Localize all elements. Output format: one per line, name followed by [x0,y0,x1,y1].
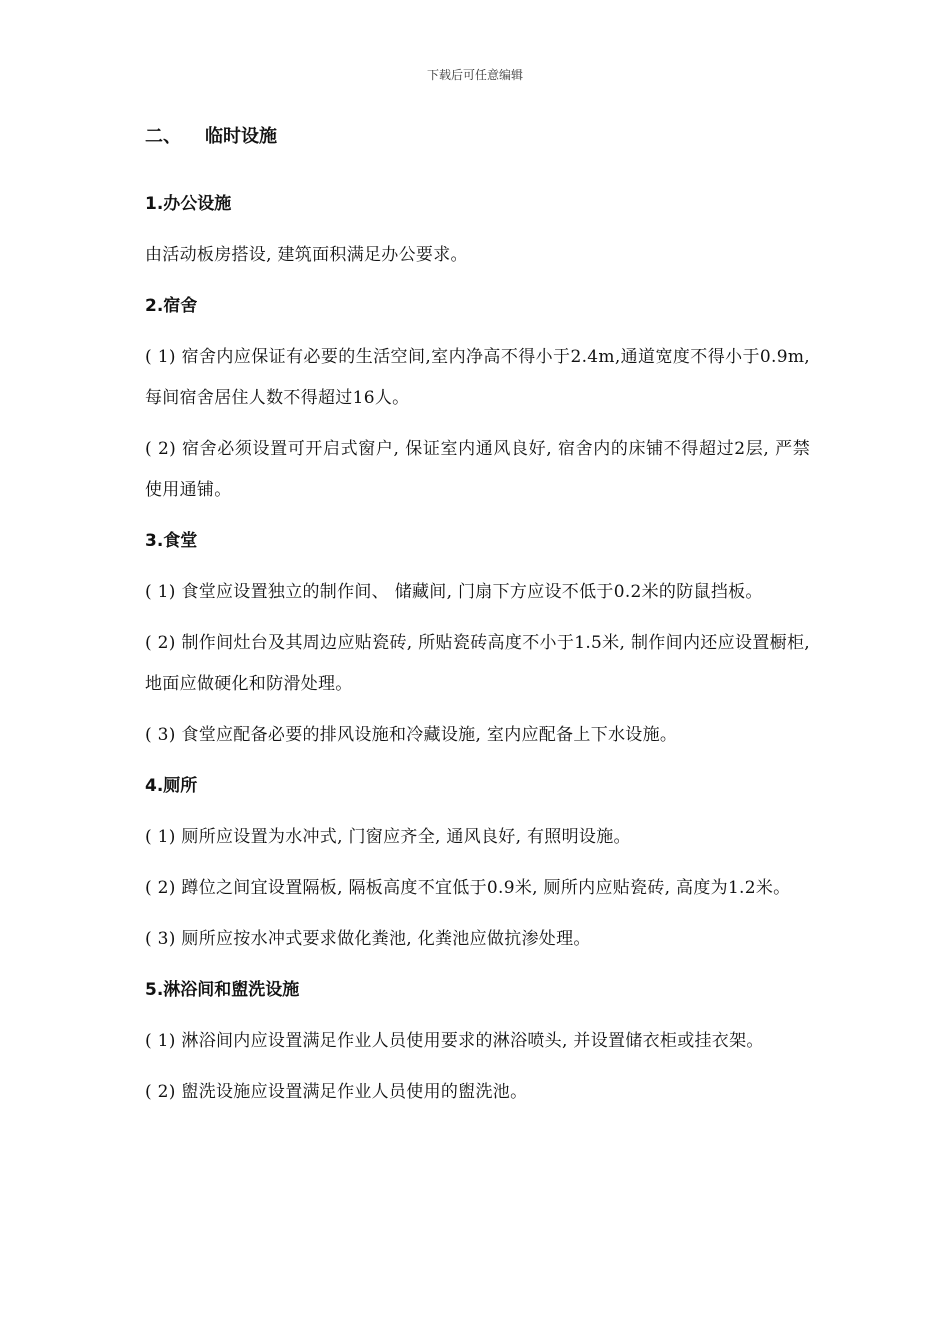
paragraph: ( 1) 食堂应设置独立的制作间、 储藏间, 门扇下方应设不低于0.2米的防鼠挡板。 [145,582,763,602]
paragraph: ( 3) 食堂应配备必要的排风设施和冷藏设施, 室内应配备上下水设施。 [145,725,678,745]
subheading-shower: 5.淋浴间和盥洗设施 [145,980,300,1000]
section-number: 二、 [145,126,181,147]
paragraph: ( 1) 厕所应设置为水冲式, 门窗应齐全, 通风良好, 有照明设施。 [145,827,631,847]
subheading-office: 1.办公设施 [145,194,232,214]
subheading-toilet: 4.厕所 [145,776,198,796]
paragraph: ( 2) 蹲位之间宜设置隔板, 隔板高度不宜低于0.9米, 厕所内应贴瓷砖, 高度为1.2米。 [145,878,791,898]
paragraph: ( 1) 宿舍内应保证有必要的生活空间,室内净高不得小于2.4m,通道宽度不得小于0.9m,每间宿舍居住人数不得超过16人。 [145,347,810,408]
paragraph: ( 3) 厕所应按水冲式要求做化粪池, 化粪池应做抗渗处理。 [145,929,591,949]
paragraph: ( 2) 制作间灶台及其周边应贴瓷砖, 所贴瓷砖高度不小于1.5米, 制作间内还应设置橱柜, 地面应做硬化和防滑处理。 [145,633,810,694]
paragraph: 由活动板房搭设, 建筑面积满足办公要求。 [145,245,468,265]
document-body [145,118,810,1123]
subheading-dormitory: 2.宿舍 [145,296,198,316]
paragraph: ( 2) 盥洗设施应设置满足作业人员使用的盥洗池。 [145,1082,528,1102]
paragraph: ( 2) 宿舍必须设置可开启式窗户, 保证室内通风良好, 宿舍内的床铺不得超过2层, 严禁使用通铺。 [145,439,810,500]
subheading-canteen: 3.食堂 [145,531,198,551]
paragraph: ( 1) 淋浴间内应设置满足作业人员使用要求的淋浴喷头, 并设置储衣柜或挂衣架。 [145,1031,764,1051]
section-title [145,118,810,156]
section-title-text: 临时设施 [205,126,277,147]
page-watermark: 下载后可任意编辑 [426,68,523,82]
